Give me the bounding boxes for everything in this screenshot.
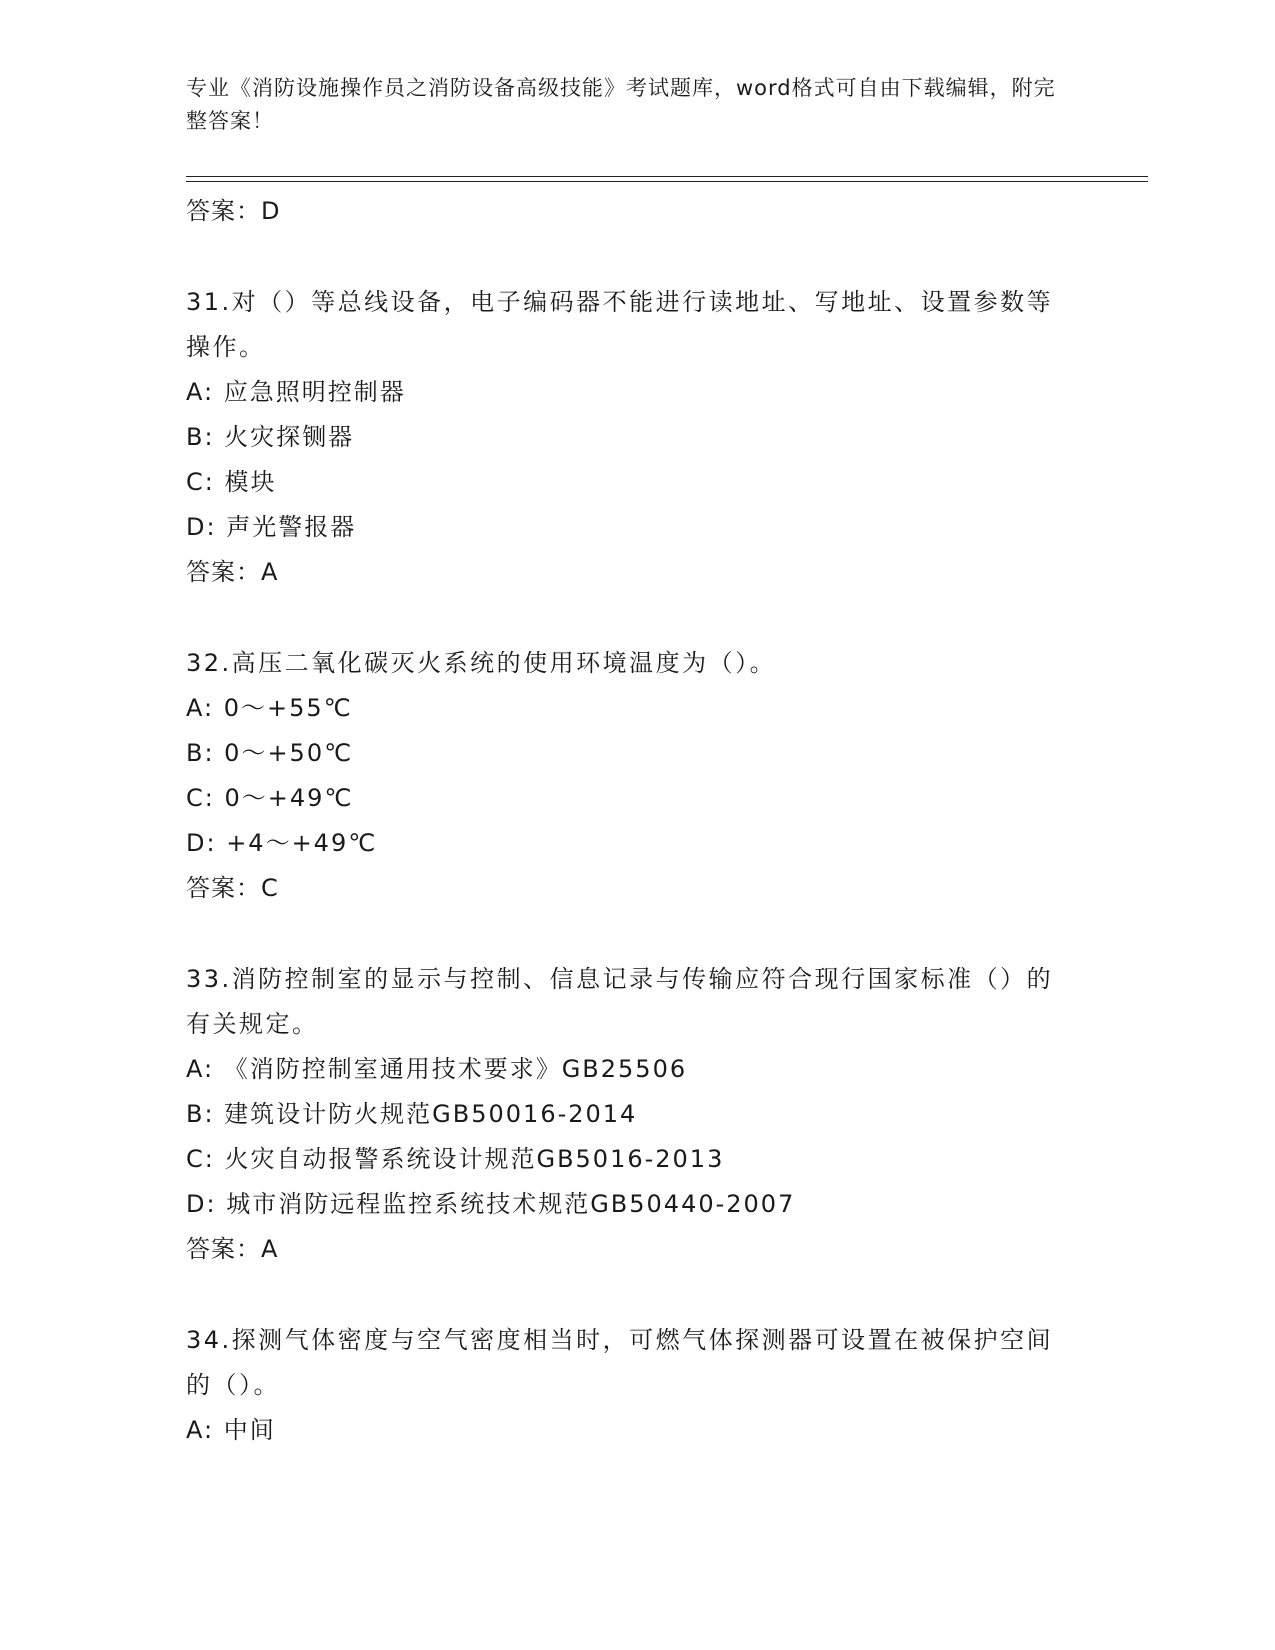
option-c: C: 模块 <box>186 468 277 496</box>
answer-line: 答案：C <box>186 874 279 902</box>
question-block <box>186 280 1086 595</box>
option-d: D: 城市消防远程监控系统技术规范GB50440-2007 <box>186 1190 796 1218</box>
option-d: D: +4～+49℃ <box>186 829 378 857</box>
question-stem: 32.高压二氧化碳灭火系统的使用环境温度为（）。 <box>186 649 777 677</box>
option-b: B: 0～+50℃ <box>186 739 354 767</box>
option-a: A: 《消防控制室通用技术要求》GB25506 <box>186 1055 688 1083</box>
answer-line: 答案：A <box>186 1235 279 1263</box>
question-stem: 31.对（）等总线设备，电子编码器不能进行读地址、写地址、设置参数等操作。 <box>186 288 1054 361</box>
option-b: B: 火灾探铡器 <box>186 423 355 451</box>
option-b: B: 建筑设计防火规范GB50016-2014 <box>186 1100 638 1128</box>
question-block <box>186 1318 1086 1453</box>
question-block <box>186 641 1086 911</box>
option-c: C: 火灾自动报警系统设计规范GB5016-2013 <box>186 1145 725 1173</box>
option-a: A: 0～+55℃ <box>186 694 353 722</box>
document-body <box>186 189 1086 1453</box>
option-a: A: 应急照明控制器 <box>186 378 406 406</box>
header-rule-top <box>186 176 1148 177</box>
answer-line: 答案：A <box>186 558 279 586</box>
question-block <box>186 957 1086 1272</box>
question-stem: 34.探测气体密度与空气密度相当时，可燃气体探测器可设置在被保护空间的（）。 <box>186 1326 1054 1399</box>
header-rule-bottom <box>186 181 1148 182</box>
option-c: C: 0～+49℃ <box>186 784 354 812</box>
question-stem: 33.消防控制室的显示与控制、信息记录与传输应符合现行国家标准（）的有关规定。 <box>186 965 1054 1038</box>
document-header: 专业《消防设施操作员之消防设备高级技能》考试题库，word格式可自由下载编辑，附完整答案！ <box>186 76 1056 133</box>
answer-line: 答案：D <box>186 197 281 225</box>
option-d: D: 声光警报器 <box>186 513 357 541</box>
option-a: A: 中间 <box>186 1416 276 1444</box>
